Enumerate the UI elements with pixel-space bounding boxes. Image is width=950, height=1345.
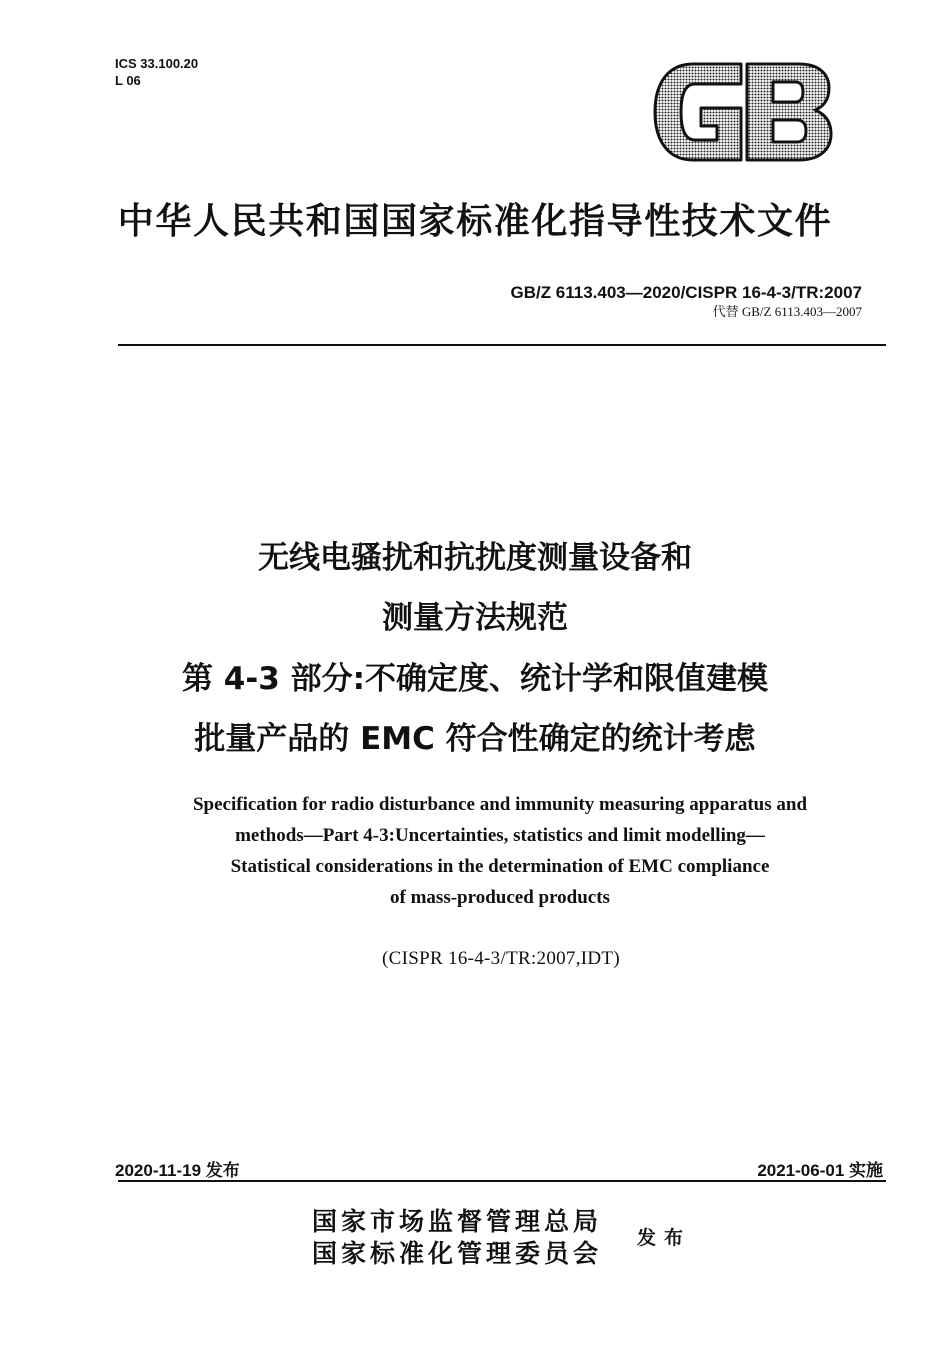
footer-divider: [118, 1180, 886, 1182]
issuing-authorities: [312, 1206, 602, 1270]
publish-label: 发布: [637, 1227, 692, 1249]
ccs-code: L 06: [115, 73, 141, 88]
chinese-title-line-2: 测量方法规范: [382, 600, 568, 636]
issue-date: 2020-11-19 发布: [115, 1161, 240, 1180]
chinese-title-line-3: 第 4-3 部分:不确定度、统计学和限值建模: [182, 661, 768, 697]
issuer-sac: 国家标准化管理委员会: [312, 1239, 603, 1268]
standard-number: GB/Z 6113.403—2020/CISPR 16-4-3/TR:2007: [510, 283, 862, 302]
english-title-line-2: methods—Part 4-3:Uncertainties, statistics and limit modelling—: [235, 825, 765, 846]
replaces-note: 代替 GB/Z 6113.403—2007: [712, 304, 862, 319]
english-title-line-4: of mass-produced products: [390, 887, 610, 908]
classification-codes: [115, 55, 198, 89]
gb-logo: [649, 60, 835, 164]
document-type-heading: 中华人民共和国国家标准化指导性技术文件: [117, 201, 833, 242]
equivalence-note: (CISPR 16-4-3/TR:2007,IDT): [382, 948, 620, 969]
chinese-title-line-1: 无线电骚扰和抗扰度测量设备和: [258, 540, 692, 576]
english-title-line-1: Specification for radio disturbance and immunity measuring apparatus and: [192, 794, 808, 815]
header-divider: [118, 344, 886, 346]
implementation-date: 2021-06-01 实施: [757, 1161, 883, 1180]
issuer-samr: 国家市场监督管理总局: [312, 1207, 603, 1236]
english-title-line-3: Statistical considerations in the determination of EMC compliance: [230, 856, 770, 877]
standard-number-block: [510, 282, 862, 320]
chinese-title-line-4: 批量产品的 EMC 符合性确定的统计考虑: [194, 721, 756, 757]
ics-code: ICS 33.100.20: [115, 56, 199, 71]
